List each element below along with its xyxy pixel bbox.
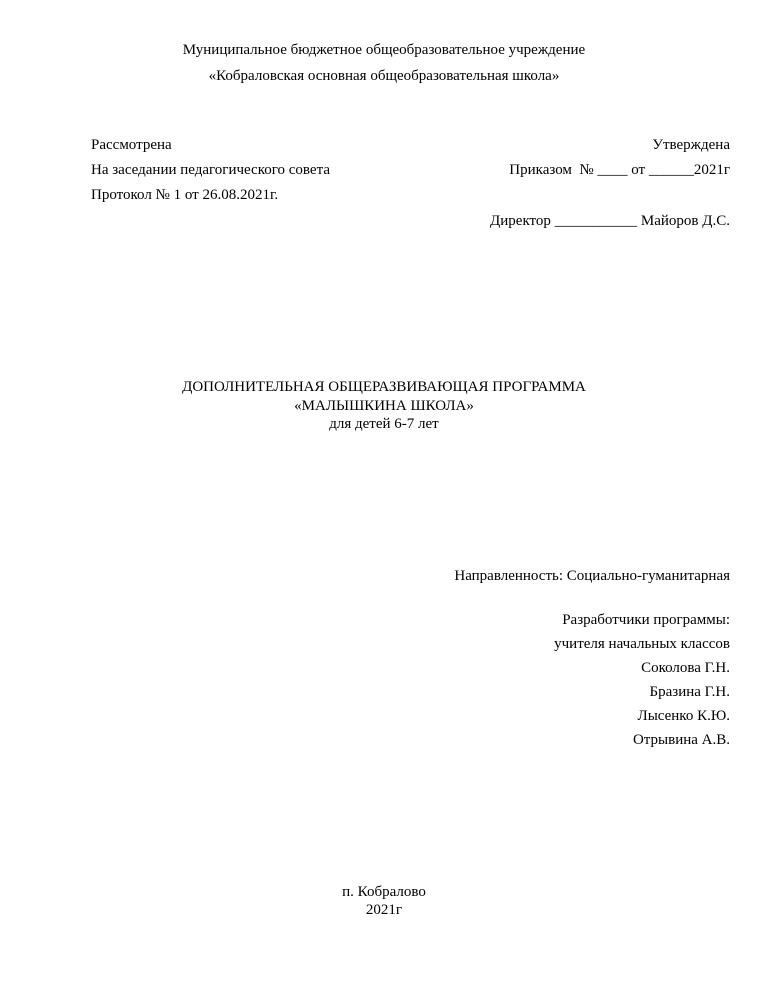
program-focus: Направленность: Социально-гуманитарная: [454, 568, 730, 584]
director-signature: Директор ___________ Майоров Д.С.: [490, 213, 730, 229]
footer-year: 2021г: [365, 902, 403, 918]
developer-name: Лысенко К.Ю.: [637, 708, 730, 724]
protocol-text: Протокол № 1 от 26.08.2021г.: [91, 187, 279, 203]
developer-name: Отрывина А.В.: [632, 732, 730, 748]
approved-title: Утверждена: [652, 137, 730, 153]
program-audience: для детей 6-7 лет: [329, 416, 439, 432]
developer-name: Соколова Г.Н.: [641, 660, 730, 676]
developer-name: Бразина Г.Н.: [649, 684, 730, 700]
school-name-line: «Кобраловская основная общеобразовательная школа»: [208, 68, 560, 84]
program-name: «МАЛЫШКИНА ШКОЛА»: [294, 398, 474, 414]
considered-title: Рассмотрена: [91, 137, 172, 153]
footer-place: п. Кобралово: [342, 884, 426, 900]
council-meeting-text: На заседании педагогического совета: [91, 162, 330, 178]
program-title: ДОПОЛНИТЕЛЬНАЯ ОБЩЕРАЗВИВАЮЩАЯ ПРОГРАММА: [182, 379, 586, 395]
order-text: Приказом № ____ от ______2021г: [509, 162, 730, 178]
developers-role: учителя начальных классов: [554, 636, 730, 652]
developers-heading: Разработчики программы:: [562, 612, 730, 628]
school-type-line: Муниципальное бюджетное общеобразовательное учреждение: [182, 42, 586, 58]
